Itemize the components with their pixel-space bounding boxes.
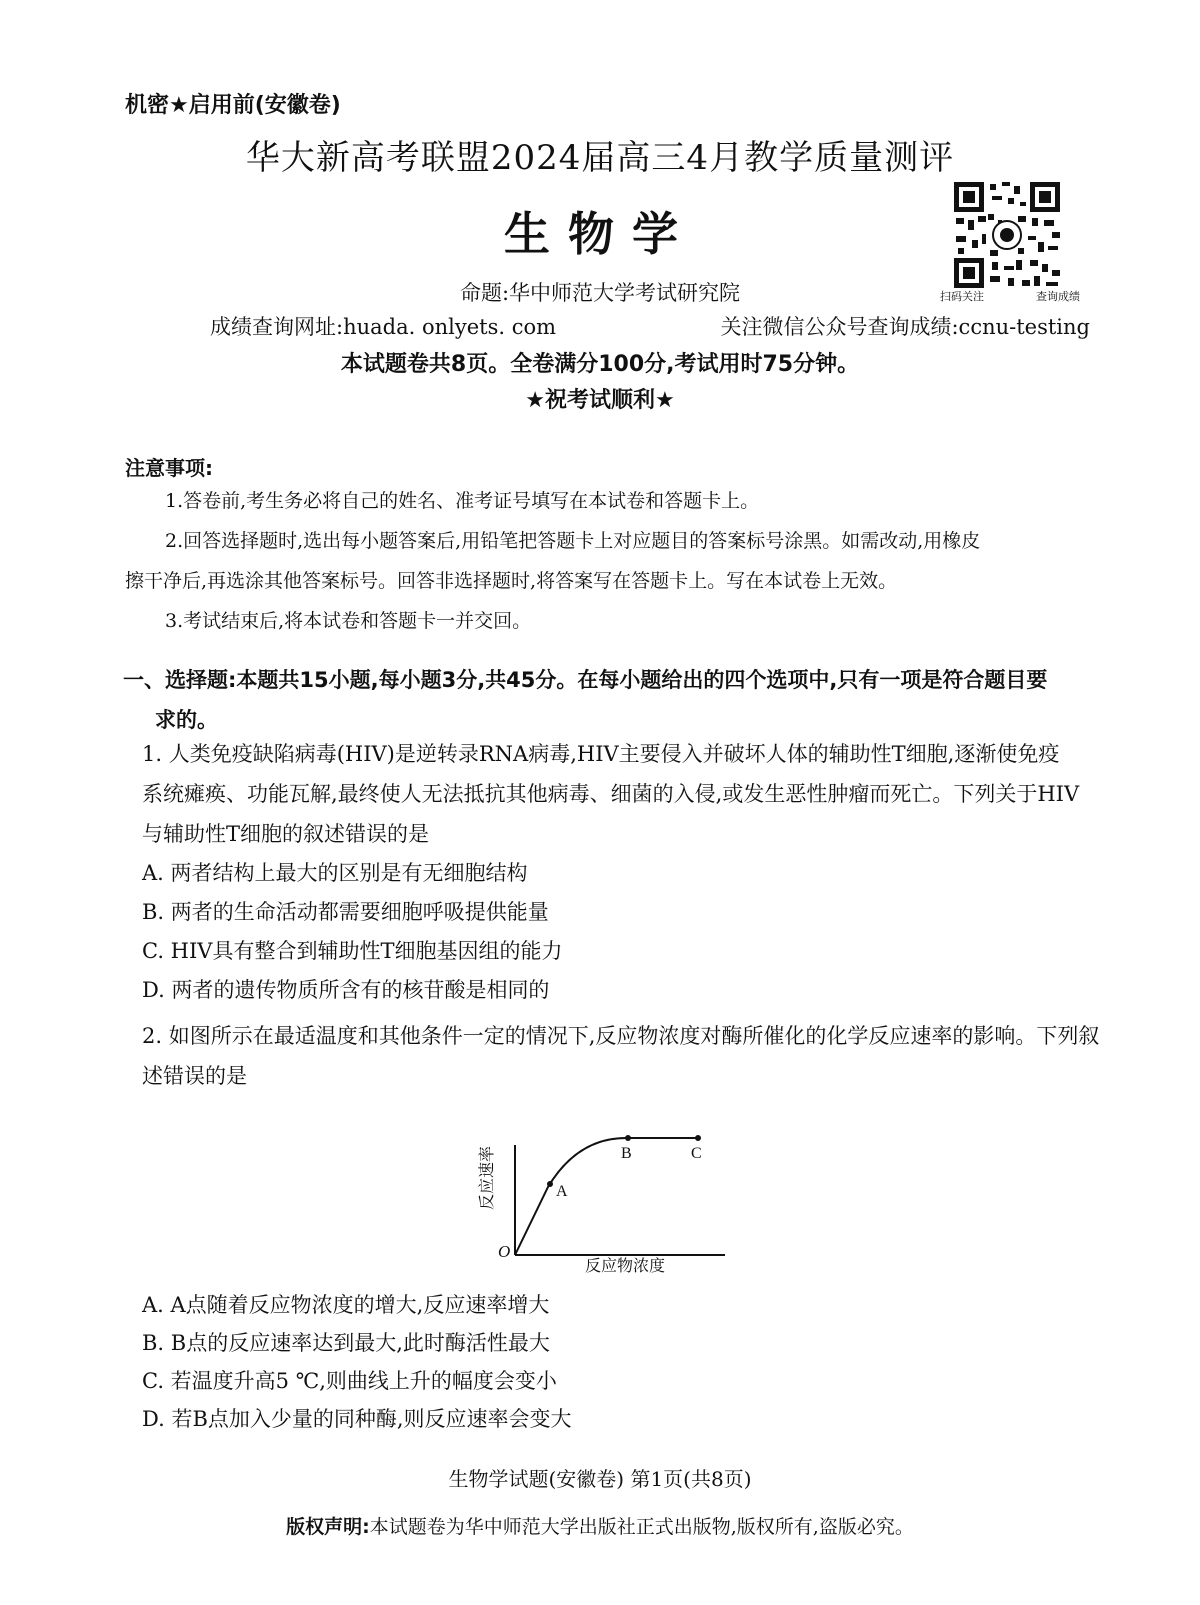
copyright-label: 版权声明: bbox=[286, 1516, 370, 1538]
point-b-label: B bbox=[621, 1145, 632, 1162]
enzyme-rate-figure bbox=[460, 1125, 760, 1280]
question-1-option-b: B. 两者的生命活动都需要细胞呼吸提供能量 bbox=[142, 900, 549, 924]
notice-item-2-line-2: 擦干净后,再选涂其他答案标号。回答非选择题时,将答案写在答题卡上。写在本试卷上无效。 bbox=[125, 570, 898, 592]
section-heading-line-2: 求的。 bbox=[155, 708, 218, 732]
question-1-option-d: D. 两者的遗传物质所含有的核苷酸是相同的 bbox=[142, 978, 550, 1002]
query-website: 成绩查询网址:huada. onlyets. com bbox=[210, 315, 557, 339]
copyright-notice bbox=[0, 1512, 1200, 1539]
notice-item-3: 3.考试结束后,将本试卷和答题卡一并交回。 bbox=[165, 610, 532, 632]
question-2-option-d: D. 若B点加入少量的同种酶,则反应速率会变大 bbox=[142, 1407, 572, 1431]
question-1-line-3: 与辅助性T细胞的叙述错误的是 bbox=[142, 822, 430, 846]
question-1-option-c: C. HIV具有整合到辅助性T细胞基因组的能力 bbox=[142, 939, 563, 963]
qr-caption-follow: 扫码关注 bbox=[940, 290, 984, 303]
question-2-option-c: C. 若温度升高5 ℃,则曲线上升的幅度会变小 bbox=[142, 1369, 557, 1393]
query-wechat: 关注微信公众号查询成绩:ccnu-testing bbox=[720, 315, 1090, 339]
question-1-line-2: 系统瘫痪、功能瓦解,最终使人无法抵抗其他病毒、细菌的入侵,或发生恶性肿瘤而死亡。下列关于HIV bbox=[142, 782, 1080, 806]
question-2-option-a: A. A点随着反应物浓度的增大,反应速率增大 bbox=[142, 1293, 550, 1317]
page-footer: 生物学试题(安徽卷) 第1页(共8页) bbox=[448, 1467, 752, 1491]
point-c-label: C bbox=[691, 1145, 702, 1162]
point-a-label: A bbox=[556, 1183, 568, 1200]
notice-heading: 注意事项: bbox=[125, 456, 213, 480]
author-line: 命题:华中师范大学考试研究院 bbox=[459, 281, 741, 305]
question-2-line-2: 述错误的是 bbox=[142, 1064, 247, 1088]
point-b-dot bbox=[625, 1135, 631, 1141]
x-axis-label: 反应物浓度 bbox=[585, 1256, 666, 1275]
exam-title: 华大新高考联盟2024届高三4月教学质量测评 bbox=[245, 138, 955, 178]
y-axis-label: 反应速率 bbox=[477, 1145, 496, 1210]
copyright-text: 本试题卷为华中师范大学出版社正式出版物,版权所有,盗版必究。 bbox=[369, 1516, 914, 1538]
question-2-option-b: B. B点的反应速率达到最大,此时酶活性最大 bbox=[142, 1331, 550, 1355]
qr-code-icon bbox=[952, 180, 1062, 290]
subject-title: 生物学 bbox=[504, 207, 696, 261]
question-1-option-a: A. 两者结构上最大的区别是有无细胞结构 bbox=[142, 861, 528, 885]
good-luck: ★祝考试顺利★ bbox=[525, 388, 675, 413]
origin-label: O bbox=[498, 1242, 511, 1261]
section-heading-line-1: 一、选择题:本题共15小题,每小题3分,共45分。在每小题给出的四个选项中,只有一项是符合题目要 bbox=[123, 668, 1048, 692]
point-a-dot bbox=[547, 1181, 553, 1187]
point-c-dot bbox=[695, 1135, 701, 1141]
notice-item-2-line-1: 2.回答选择题时,选出每小题答案后,用铅笔把答题卡上对应题目的答案标号涂黑。如需改动,用橡皮 bbox=[165, 530, 981, 552]
rate-curve bbox=[515, 1138, 698, 1255]
qr-caption-query: 查询成绩 bbox=[1036, 290, 1080, 303]
query-info-row bbox=[210, 311, 1090, 341]
question-2-line-1: 2. 如图所示在最适温度和其他条件一定的情况下,反应物浓度对酶所催化的化学反应速率的影响。下列叙 bbox=[142, 1024, 1100, 1048]
paper-info: 本试题卷共8页。全卷满分100分,考试用时75分钟。 bbox=[340, 352, 860, 377]
notice-item-1: 1.答卷前,考生务必将自己的姓名、准考证号填写在本试卷和答题卡上。 bbox=[165, 490, 760, 512]
confidential-label: 机密★启用前(安徽卷) bbox=[125, 93, 341, 118]
question-1-line-1: 1. 人类免疫缺陷病毒(HIV)是逆转录RNA病毒,HIV主要侵入并破坏人体的辅助性T细胞,逐渐使免疫 bbox=[142, 742, 1060, 766]
